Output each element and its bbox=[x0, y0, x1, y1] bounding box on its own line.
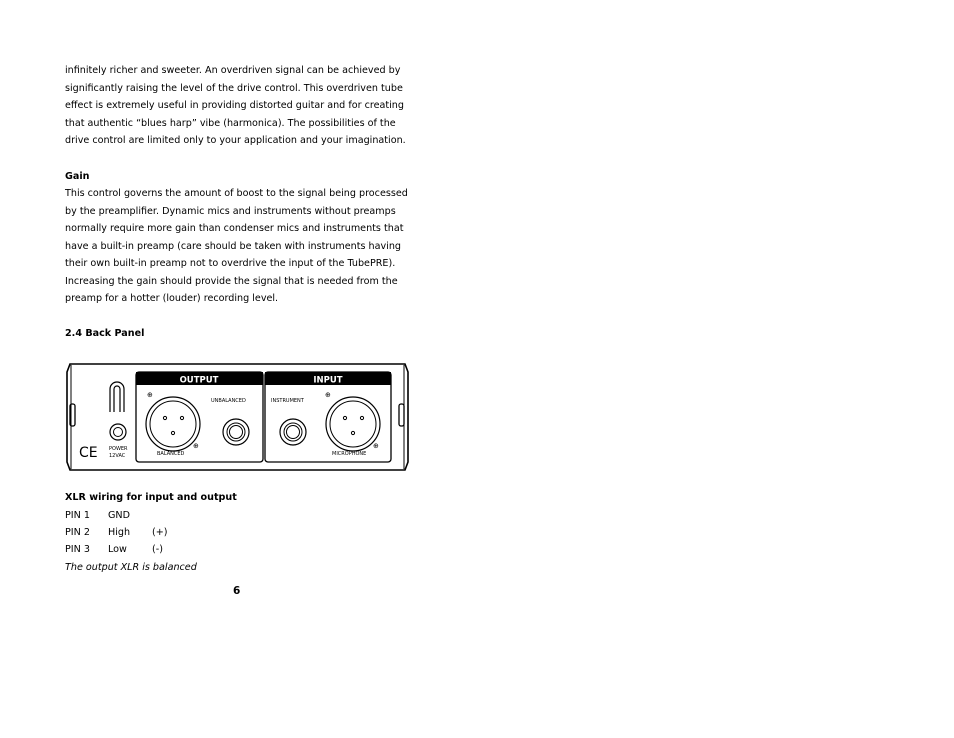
xlr-note: The output XLR is balanced bbox=[65, 562, 197, 573]
pin-polarity: (+) bbox=[152, 527, 168, 538]
text-line: by the preamplifier. Dynamic mics and instruments without preamps bbox=[65, 205, 396, 217]
text-line: Increasing the gain should provide the signal that is needed from the bbox=[65, 275, 398, 287]
pin-number: PIN 2 bbox=[65, 527, 90, 538]
text-line: normally require more gain than condenser mics and instruments that bbox=[65, 223, 404, 234]
unbalanced-label: UNBALANCED bbox=[211, 398, 246, 404]
ground-symbol-icon: ⊕ bbox=[325, 391, 331, 399]
instrument-label: INSTRUMENT bbox=[271, 398, 304, 404]
output-label: OUTPUT bbox=[179, 375, 219, 386]
text-line: This control governs the amount of boost to the signal being processed bbox=[65, 188, 408, 199]
pin-polarity: (-) bbox=[152, 544, 163, 555]
pin-row bbox=[65, 524, 168, 542]
text-line: infinitely richer and sweeter. An overdriven signal can be achieved by bbox=[65, 65, 401, 76]
gain-paragraph bbox=[65, 185, 425, 308]
text-line: drive control are limited only to your application and your imagination. bbox=[65, 135, 406, 146]
text-line: have a built-in preamp (care should be taken with instruments having bbox=[65, 240, 402, 252]
section-heading: 2.4 Back Panel bbox=[65, 328, 145, 339]
ground-symbol-icon: ⊕ bbox=[373, 442, 379, 450]
back-panel-diagram bbox=[65, 362, 410, 472]
pin-row bbox=[65, 541, 163, 559]
xlr-heading: XLR wiring for input and output bbox=[65, 492, 237, 503]
pin-number: PIN 3 bbox=[65, 544, 90, 555]
power-label: POWER bbox=[109, 446, 128, 452]
text-line: preamp for a hotter (louder) recording level. bbox=[65, 293, 279, 304]
text-line: their own built-in preamp not to overdrive the input of the TubePRE). bbox=[65, 258, 396, 269]
page-number: 6 bbox=[233, 585, 241, 597]
power-voltage-label: 12VAC bbox=[109, 453, 126, 459]
microphone-label: MICROPHONE bbox=[332, 451, 367, 457]
pin-function: High bbox=[108, 527, 131, 538]
pin-function: Low bbox=[108, 544, 127, 555]
pin-number: PIN 1 bbox=[65, 510, 90, 521]
text-line: that authentic “blues harp” vibe (harmonica). The possibilities of the bbox=[65, 117, 396, 129]
ground-symbol-icon: ⊕ bbox=[147, 391, 153, 399]
text-line: effect is extremely useful in providing distorted guitar and for creating bbox=[65, 100, 404, 111]
ce-mark: CE bbox=[79, 445, 98, 461]
pin-function: GND bbox=[108, 510, 130, 521]
balanced-label: BALANCED bbox=[157, 451, 185, 457]
ground-symbol-icon: ⊕ bbox=[193, 442, 199, 450]
input-label: INPUT bbox=[313, 375, 343, 386]
gain-heading: Gain bbox=[65, 171, 90, 182]
pin-row bbox=[65, 507, 152, 525]
intro-paragraph bbox=[65, 62, 425, 150]
text-line: significantly raising the level of the drive control. This overdriven tube bbox=[65, 82, 403, 94]
